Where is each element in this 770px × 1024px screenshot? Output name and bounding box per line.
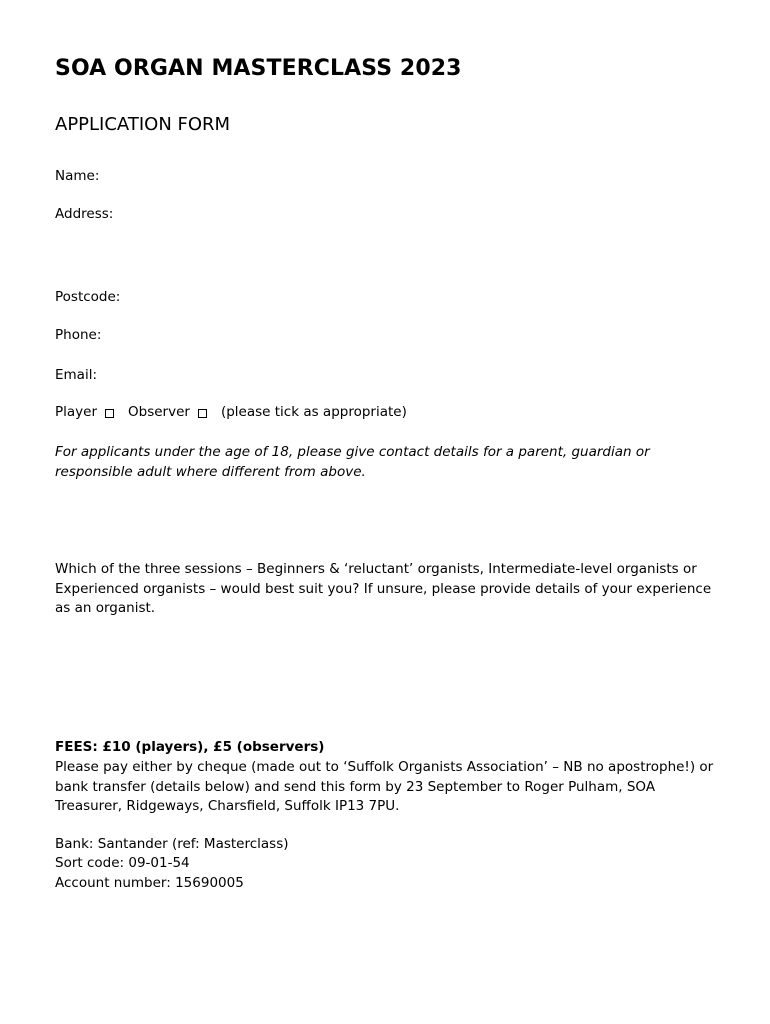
participant-type-row [55,404,407,420]
postcode-label: Postcode: [55,289,121,305]
minor-applicant-note: For applicants under the age of 18, please give contact details for a parent, guardian or responsible adult where different from above. [55,444,650,480]
player-checkbox[interactable] [105,409,114,418]
form-title: SOA ORGAN MASTERCLASS 2023 [55,56,462,81]
fees-heading: FEES: £10 (players), £5 (observers) [55,739,325,755]
email-label: Email: [55,367,98,383]
sort-code-line: Sort code: 09-01-54 [55,855,190,871]
bank-name-line: Bank: Santander (ref: Masterclass) [55,836,289,852]
player-label: Player [55,404,98,420]
tick-instruction: (please tick as appropriate) [220,404,407,420]
session-question: Which of the three sessions – Beginners & ‘reluctant’ organists, Intermediate-level organists or Experienced organists – would best suit you? If unsure, please provide details of your experience as an organist. [55,561,712,616]
payment-instructions: Please pay either by cheque (made out to ‘Suffolk Organists Association’ – NB no apostrophe!) or bank transfer (details below) and send this form by 23 September to Roger Pulham, SOA Treasurer, Ridgeways, Charsfield, Suffolk IP13 7PU. [55,759,714,814]
account-number-line: Account number: 15690005 [55,875,244,891]
name-label: Name: [55,168,100,184]
observer-label: Observer [128,404,190,420]
phone-label: Phone: [55,327,102,343]
address-label: Address: [55,206,114,222]
observer-checkbox[interactable] [198,409,207,418]
form-subtitle: APPLICATION FORM [55,114,231,135]
